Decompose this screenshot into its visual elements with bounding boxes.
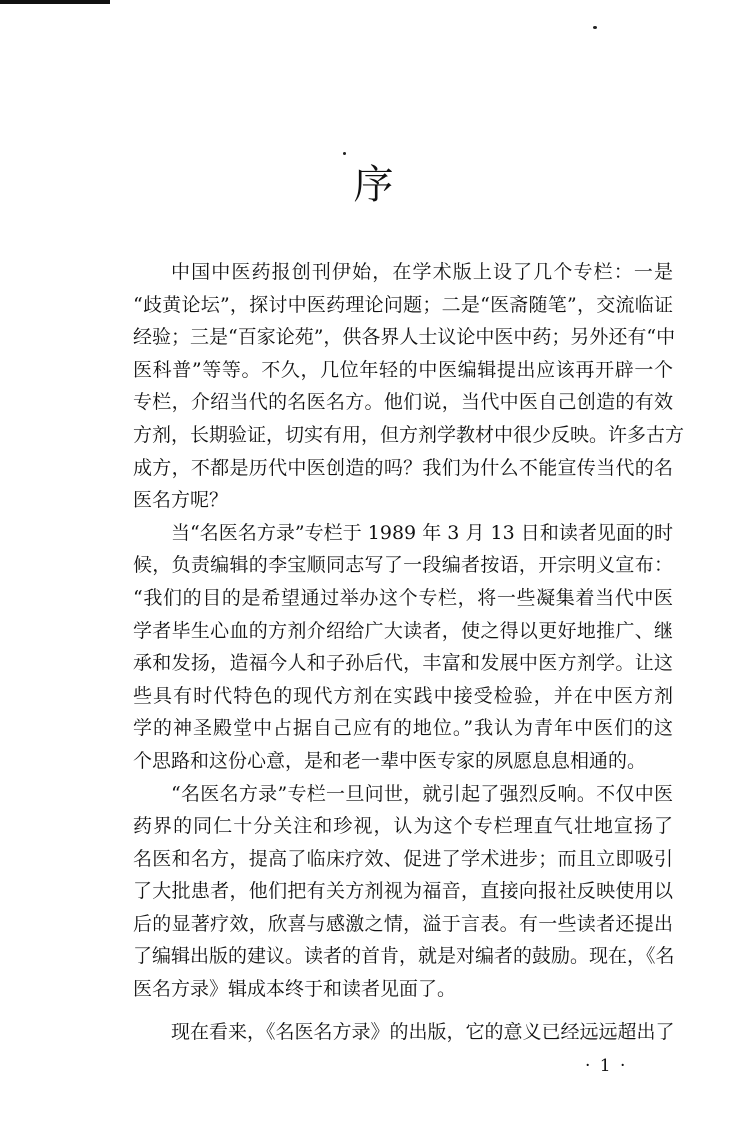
paragraph [133, 1016, 673, 1049]
text-line: 成方，不都是历代中医创造的吗？我们为什么不能宣传当代的名 [133, 456, 673, 479]
text-line: 医科普”等等。不久，几位年轻的中医编辑提出应该再开辟一个 [133, 358, 673, 381]
text-line: 药界的同仁十分关注和珍视，认为这个专栏理直气壮地宣扬了 [133, 815, 673, 838]
scan-speck [343, 152, 346, 155]
text-line: 学的神圣殿堂中占据自己应有的地位。”我认为青年中医们的这 [133, 717, 673, 740]
text-line: 了编辑出版的建议。读者的首肯，就是对编者的鼓励。现在，《名 [133, 945, 675, 968]
text-line: 了大批患者，他们把有关方剂视为福音，直接向报社反映使用以 [133, 880, 673, 903]
text-line: 当“名医名方录”专栏于 1989 年 3 月 13 日和读者见面的时 [171, 521, 673, 544]
paragraph [133, 256, 685, 517]
text-line: “名医名方录”专栏一旦问世，就引起了强烈反响。不仅中医 [171, 782, 673, 805]
paragraph [133, 778, 673, 1006]
text-line: 医名方录》辑成本终于和读者见面了。 [133, 978, 457, 1001]
body-text [133, 256, 685, 1048]
page-title: 序 [353, 162, 394, 208]
text-line: 些具有时代特色的现代方剂在实践中接受检验，并在中医方剂 [133, 684, 673, 707]
scan-speck [593, 26, 597, 29]
text-line: 候，负责编辑的李宝顺同志写了一段编者按语，开宗明义宣布： [133, 554, 673, 577]
text-line: “歧黄论坛”，探讨中医药理论问题；二是“医斋随笔”，交流临证 [133, 293, 673, 316]
text-line: 专栏，介绍当代的名医名方。他们说，当代中医自己创造的有效 [133, 391, 673, 414]
text-line: 现在看来，《名医名方录》的出版，它的意义已经远远超出了 [171, 1020, 675, 1043]
text-line: 方剂，长期验证，切实有用，但方剂学教材中很少反映。许多古方 [133, 423, 685, 446]
text-line: 名医和名方，提高了临床疗效、促进了学术进步；而且立即吸引 [133, 847, 673, 870]
page-number: · 1 · [585, 1056, 628, 1076]
text-line: 经验；三是“百家论苑”，供各界人士议论中医中药；另外还有“中 [133, 326, 676, 349]
text-line: 个思路和这份心意，是和老一辈中医专家的夙愿息息相通的。 [133, 749, 647, 772]
text-line: 后的显著疗效，欣喜与感激之情，溢于言表。有一些读者还提出 [133, 912, 673, 935]
text-line: 承和发扬，造福今人和子孙后代，丰富和发展中医方剂学。让这 [133, 652, 673, 675]
scan-edge-bar [0, 0, 110, 4]
text-line: 学者毕生心血的方剂介绍给广大读者，使之得以更好地推广、继 [133, 619, 673, 642]
paragraph [133, 517, 673, 778]
text-line: 医名方呢？ [133, 489, 229, 512]
text-line: 中国中医药报创刊伊始，在学术版上设了几个专栏：一是 [171, 261, 673, 283]
text-line: “我们的目的是希望通过举办这个专栏，将一些凝集着当代中医 [133, 586, 673, 609]
